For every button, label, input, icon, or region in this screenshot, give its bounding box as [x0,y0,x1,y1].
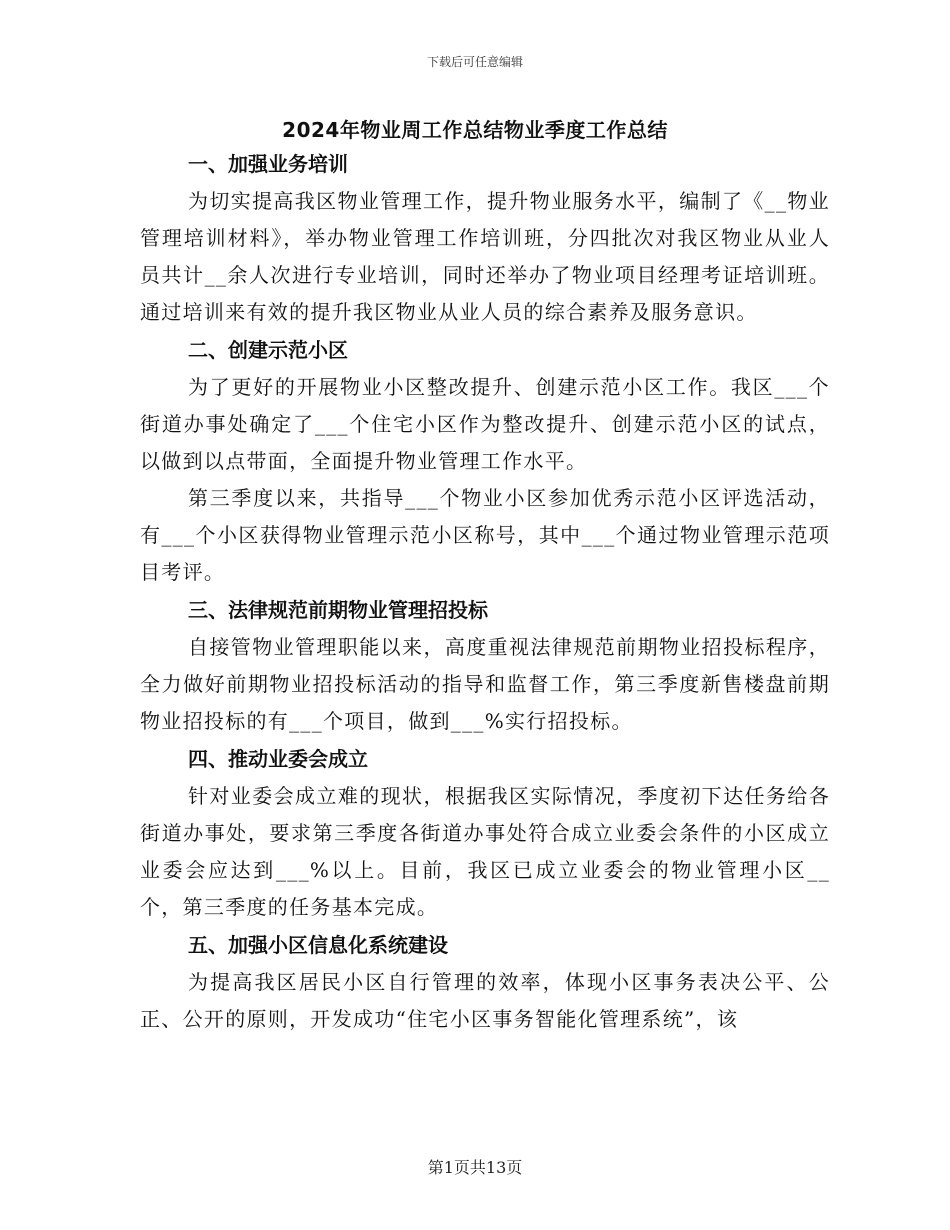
document-body [140,145,830,1038]
section-heading: 五、加强小区信息化系统建设 [188,933,448,957]
section-4 [140,740,830,926]
section-heading: 四、推动业委会成立 [188,747,368,771]
document-title: 2024年物业周工作总结物业季度工作总结 [282,118,668,142]
section-2 [140,331,830,591]
paragraph: 针对业委会成立难的现状，根据我区实际情况，季度初下达任务给各街道办事处，要求第三季度各街道办事处符合成立业委会条件的小区成立业委会应达到___%以上。目前，我区已成立业委会的物业管理小区__个，第三季度的任务基本完成。 [140,784,830,919]
paragraph: 第三季度以来，共指导___个物业小区参加优秀示范小区评选活动，有___个小区获得物业管理示范小区称号，其中___个通过物业管理示范项目考评。 [140,486,830,584]
section-1 [140,145,830,331]
section-heading: 二、创建示范小区 [188,338,348,362]
header-note: 下载后可任意编辑 [426,55,523,69]
section-5 [140,926,830,1038]
section-heading: 一、加强业务培训 [188,152,348,176]
paragraph: 为切实提高我区物业管理工作，提升物业服务水平，编制了《__物业管理培训材料》，举办物业管理工作培训班，分四批次对我区物业从业人员共计__余人次进行专业培训，同时还举办了物业项目经理考证培训班。通过培训来有效的提升我区物业从业人员的综合素养及服务意识。 [140,189,830,324]
paragraph: 为提高我区居民小区自行管理的效率，体现小区事务表决公平、公正、公开的原则，开发成功“住宅小区事务智能化管理系统”，该 [140,970,830,1031]
section-heading: 三、法律规范前期物业管理招投标 [188,598,488,622]
paragraph: 为了更好的开展物业小区整改提升、创建示范小区工作。我区___个街道办事处确定了___个住宅小区作为整改提升、创建示范小区的试点，以做到以点带面，全面提升物业管理工作水平。 [140,375,830,473]
page-number: 第1页共13页 [427,1158,523,1177]
section-3 [140,591,830,740]
paragraph: 自接管物业管理职能以来，高度重视法律规范前期物业招投标程序，全力做好前期物业招投标活动的指导和监督工作，第三季度新售楼盘前期物业招投标的有___个项目，做到___%实行招投标。 [140,635,830,733]
